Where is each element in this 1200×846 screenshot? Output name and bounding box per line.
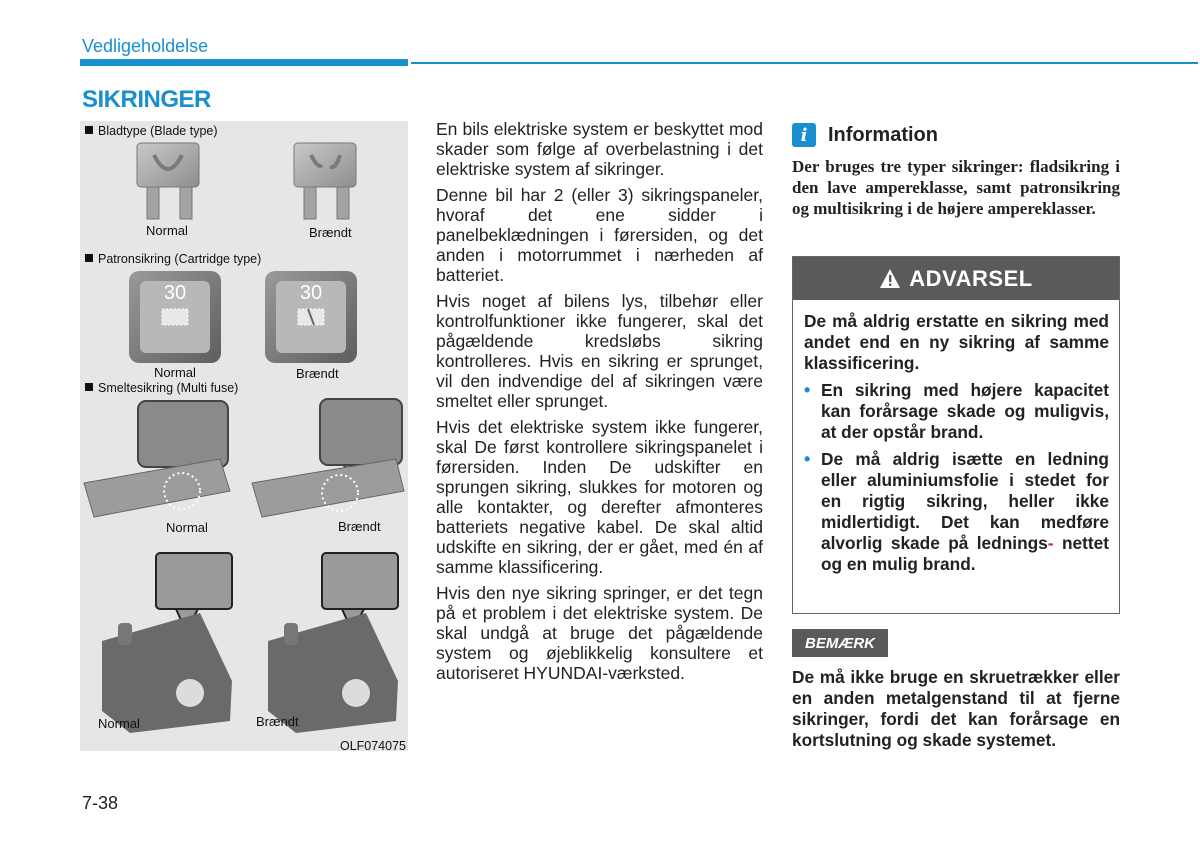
information-title: Information [828, 123, 938, 146]
information-box [792, 120, 1120, 219]
blade-fuse-normal-icon [137, 143, 199, 219]
fuse-box-normal-icon [102, 553, 232, 733]
warning-box [792, 256, 1120, 614]
cartridge-type-heading: Patronsikring (Cartridge type) [85, 252, 261, 266]
blade-normal-label: Normal [146, 223, 188, 238]
fuse-drawings [80, 121, 408, 751]
multi-fuse-normal-icon [84, 401, 230, 517]
info-icon: i [792, 123, 816, 147]
warning-bullet-item [804, 449, 1109, 575]
cartridge-normal-label: Normal [154, 365, 196, 380]
cartridge-fuse-normal-icon [129, 271, 221, 363]
body-paragraph: Hvis den nye sikring springer, er det tegn på et problem i det elektriske system. De skal undgå at bruge det pågældende system og øjeblikkelig konsultere et autoriseret HYUNDAI-værksted. [436, 583, 763, 683]
box-blown-label: Brændt [256, 714, 299, 729]
section-title: SIKRINGER [82, 86, 211, 113]
warning-bullet-text: De må aldrig isætte en ledning eller aluminiumsfolie i stedet for en rigtig sikring, heller ikke midlertidigt. Det kan medføre alvorlig skade på lednings [821, 449, 1109, 553]
page-number: 7-38 [82, 793, 119, 813]
body-paragraph: Denne bil har 2 (eller 3) sikringspaneler, hvoraf det ene sidder i panelbeklædningen i førersiden, og det anden i motorrummet i nærheden af batteriet. [436, 185, 763, 285]
information-text: Der bruges tre typer sikringer: fladsikring i den lave ampereklasse, samt patronsikring og multisikring i de højere ampereklasser. [792, 157, 1120, 218]
multi-blown-label: Brændt [338, 519, 381, 534]
warning-bullet-item [804, 380, 1109, 443]
fuse-box-blown-icon [268, 553, 398, 733]
box-normal-label: Normal [98, 716, 140, 731]
fuse-illustration [80, 121, 408, 751]
hyphen-mark: - [1047, 533, 1054, 553]
bullet-icon: • [804, 449, 811, 469]
cartridge-blown-label: Brændt [296, 366, 339, 381]
warning-bullet-tail: nettet og en mulig brand. [821, 533, 1109, 574]
multi-normal-label: Normal [166, 520, 208, 535]
blade-fuse-blown-icon [294, 143, 356, 219]
warning-intro: De må aldrig erstatte en sikring med andet end en ny sikring af samme klassificering. [804, 311, 1109, 373]
body-paragraph: Hvis noget af bilens lys, tilbehør eller kontrolfunktioner ikke fungerer, skal det pågældende kredsløbs sikring kontrolleres. Hvis en sikring er sprunget, vil den indvendige del af sikringen være smeltet eller sprunget. [436, 291, 763, 411]
blade-type-heading: Bladtype (Blade type) [85, 124, 218, 138]
cartridge-rating-blown: 30 [299, 282, 323, 304]
multi-fuse-blown-icon [252, 399, 404, 517]
figure-code: OLF074075 [339, 739, 406, 753]
bullet-icon: • [804, 380, 811, 400]
warning-header [793, 257, 1119, 300]
cartridge-rating-normal: 30 [163, 282, 187, 304]
header-rule-thick [80, 59, 408, 66]
chapter-title: Vedligeholdelse [82, 36, 209, 56]
body-text [436, 119, 763, 689]
cartridge-fuse-blown-icon [265, 271, 357, 363]
body-paragraph: En bils elektriske system er beskyttet mod skader som følge af overbelastning i det elektriske system af sikringer. [436, 119, 763, 179]
blade-blown-label: Brændt [309, 225, 352, 240]
warning-bullet-text: En sikring med højere kapacitet kan forårsage skade og muligvis, at der opstår brand. [821, 380, 1109, 442]
note-text: De må ikke bruge en skruetrækker eller en anden metalgenstand til at fjerne sikringer, fordi det kan forårsage en kortslutning og skade systemet. [792, 667, 1120, 750]
warning-triangle-icon [879, 268, 901, 290]
body-paragraph: Hvis det elektriske system ikke fungerer, skal De først kontrollere sikringspanelet i førersiden. Inden De udskifter en sprungen sikring, slukkes for motoren og alle kontakter, og derefter afmonteres batteriets negative kabel. De skal altid udskifte en sikring, der er gået, med én af samme klassificering. [436, 417, 763, 577]
warning-title: ADVARSEL [909, 265, 1033, 291]
header-rule-thin [411, 62, 1198, 64]
note-badge: BEMÆRK [792, 629, 888, 657]
multi-fuse-heading: Smeltesikring (Multi fuse) [85, 381, 238, 395]
